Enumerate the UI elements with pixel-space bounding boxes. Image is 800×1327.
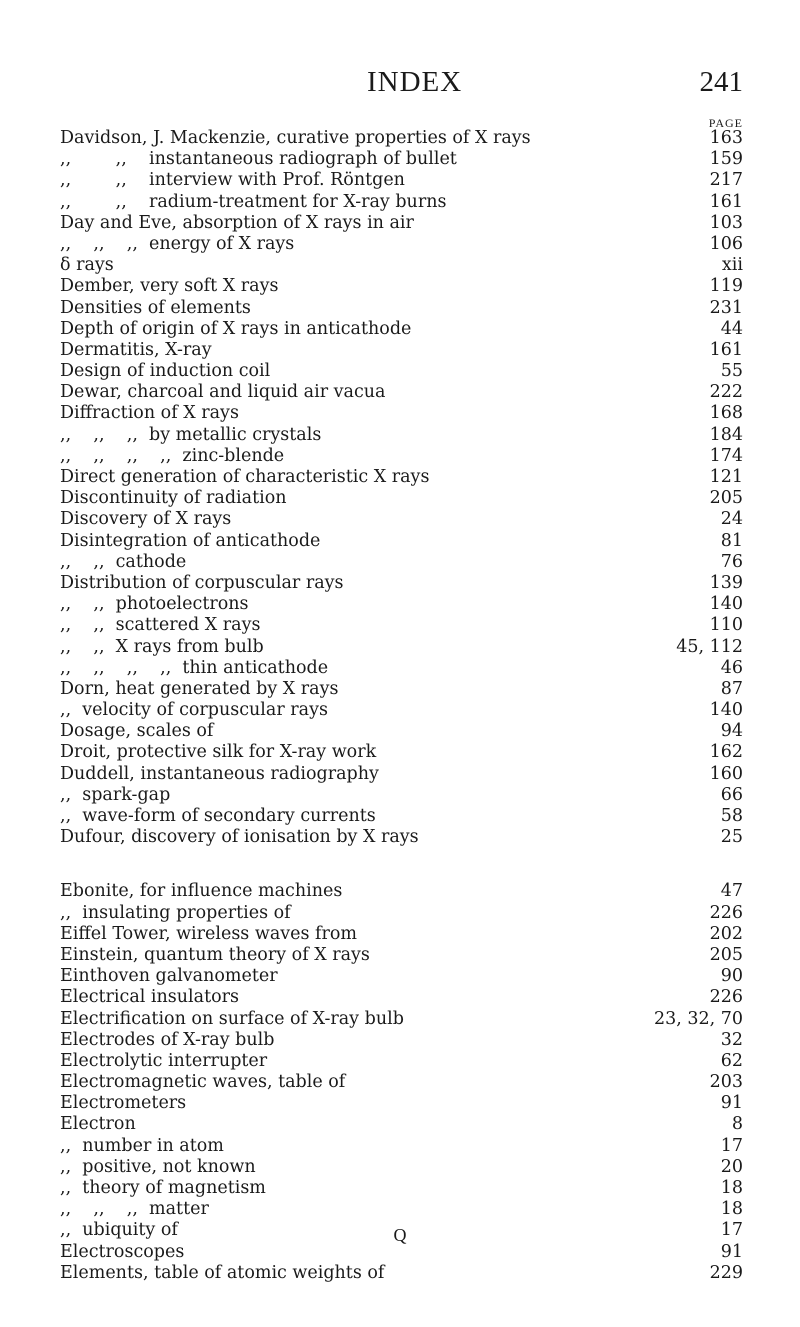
index-entry	[0, 615, 800, 636]
entry-text: ,, spark-gap	[60, 784, 171, 805]
entry-text: ,, ,, ,, by metallic crystals	[60, 424, 322, 445]
entry-text: δ rays	[60, 255, 114, 276]
index-entry	[0, 785, 800, 806]
index-entry	[0, 467, 800, 488]
index-entry	[0, 679, 800, 700]
entry-page: 121	[709, 467, 743, 487]
entry-page: 18	[720, 1178, 743, 1198]
page-number: 241	[699, 66, 743, 98]
index-entry	[0, 276, 800, 297]
entry-page: 45, 112	[676, 636, 743, 657]
entry-text: ,, ubiquity of	[60, 1220, 178, 1241]
entry-text: Depth of origin of X rays in anticathode	[60, 318, 412, 339]
entry-page: 58	[720, 806, 743, 826]
entry-text: Electromagnetic waves, table of	[60, 1072, 346, 1093]
entry-text: Duddell, instantaneous radiography	[60, 763, 379, 784]
entry-text: Discovery of X rays	[60, 509, 232, 530]
entry-text: Distribution of corpuscular rays	[60, 572, 344, 593]
entry-page: 81	[720, 530, 743, 551]
index-entry	[0, 1263, 800, 1284]
entry-text: Elements, table of atomic weights of	[60, 1262, 385, 1283]
entry-text: Electroscopes	[60, 1241, 185, 1262]
index-entry	[0, 881, 800, 902]
entry-text: Dember, very soft X rays	[60, 276, 279, 297]
index-entry	[0, 1114, 800, 1135]
entry-page: 184	[709, 424, 743, 445]
entry-text: Dorn, heat generated by X rays	[60, 678, 339, 699]
index-entry	[0, 382, 800, 403]
entry-page: 103	[709, 212, 743, 233]
index-entry	[0, 149, 800, 170]
entry-text: Diffraction of X rays	[60, 403, 239, 424]
index-entry	[0, 298, 800, 319]
entry-page: 163	[709, 128, 743, 148]
index-entries	[0, 128, 800, 1284]
entry-text: ,, ,, ,, ,, thin anticathode	[60, 657, 329, 678]
entry-text: ,, ,, X rays from bulb	[60, 636, 264, 657]
index-entry	[0, 1093, 800, 1114]
index-entry	[0, 255, 800, 276]
entry-page: 76	[720, 551, 743, 572]
entry-page: 217	[709, 170, 743, 191]
entry-page: 231	[709, 297, 743, 318]
index-entry	[0, 509, 800, 530]
index-entry	[0, 213, 800, 234]
entry-text: ,, ,, interview with Prof. Röntgen	[60, 170, 405, 191]
entry-text: Dewar, charcoal and liquid air vacua	[60, 382, 386, 403]
entry-page: 24	[720, 509, 743, 530]
entry-text: Dufour, discovery of ionisation by X rays	[60, 827, 419, 848]
entry-text: ,, ,, radium-treatment for X-ray burns	[60, 191, 447, 212]
index-entry	[0, 573, 800, 594]
index-entry	[0, 403, 800, 424]
entry-text: ,, insulating properties of	[60, 902, 291, 923]
index-entry	[0, 987, 800, 1008]
index-entry	[0, 924, 800, 945]
entry-text: ,, ,, scattered X rays	[60, 615, 261, 636]
entry-text: Ebonite, for influence machines	[60, 881, 343, 902]
entry-text: Electron	[60, 1114, 136, 1135]
entry-page: 91	[720, 1093, 743, 1114]
entry-page: 8	[731, 1114, 743, 1135]
entry-page: 18	[720, 1199, 743, 1220]
page-column-label: PAGE	[708, 116, 743, 130]
index-entry	[0, 1199, 800, 1220]
entry-text: Electrification on surface of X-ray bulb	[60, 1008, 404, 1029]
entry-page: 226	[709, 987, 743, 1008]
entry-text: ,, ,, cathode	[60, 551, 187, 572]
index-entry	[0, 192, 800, 213]
index-entry	[0, 1030, 800, 1051]
entry-page: 229	[709, 1262, 743, 1283]
entry-page: 119	[709, 276, 743, 297]
entry-text: Discontinuity of radiation	[60, 488, 287, 509]
entry-text: Day and Eve, absorption of X rays in air	[60, 212, 414, 233]
entry-text: ,, theory of magnetism	[60, 1178, 266, 1198]
entry-text: Electrical insulators	[60, 987, 239, 1008]
entry-page: 160	[709, 763, 743, 784]
entry-text: ,, number in atom	[60, 1135, 224, 1156]
entry-text: Design of induction coil	[60, 361, 271, 382]
entry-page: xii	[721, 255, 743, 276]
entry-page: 161	[709, 339, 743, 360]
index-entry	[0, 552, 800, 573]
index-entry	[0, 340, 800, 361]
entry-text: ,, ,, ,, ,, zinc-blende	[60, 445, 285, 466]
page-title: INDEX	[367, 66, 463, 98]
index-entry	[0, 742, 800, 763]
entry-page: 91	[720, 1241, 743, 1262]
index-entry	[0, 1009, 800, 1030]
entry-page: 106	[709, 233, 743, 254]
entry-page: 23, 32, 70	[653, 1008, 743, 1029]
index-entry	[0, 966, 800, 987]
entry-page: 87	[720, 678, 743, 699]
entry-text: Electrodes of X-ray bulb	[60, 1029, 275, 1050]
index-entry	[0, 945, 800, 966]
entry-page: 202	[709, 923, 743, 944]
entry-page: 66	[720, 784, 743, 805]
entry-page: 90	[720, 966, 743, 987]
index-entry	[0, 903, 800, 924]
entry-text: Electrolytic interrupter	[60, 1050, 268, 1071]
entry-page: 205	[709, 944, 743, 965]
index-entry	[0, 806, 800, 827]
entry-text: Eiffel Tower, wireless waves from	[60, 923, 358, 944]
entry-page: 62	[720, 1050, 743, 1071]
entry-page: 94	[720, 721, 743, 742]
entry-page: 46	[720, 657, 743, 678]
entry-page: 44	[720, 318, 743, 339]
entry-page: 25	[720, 827, 743, 848]
index-entry	[0, 1157, 800, 1178]
entry-page: 174	[709, 445, 743, 466]
entry-page: 17	[720, 1135, 743, 1156]
entry-text: Dosage, scales of	[60, 721, 214, 742]
entry-text: Direct generation of characteristic X rays	[60, 467, 430, 487]
index-entry	[0, 637, 800, 658]
entry-page: 222	[709, 382, 743, 403]
entry-page: 55	[720, 361, 743, 382]
index-entry	[0, 721, 800, 742]
index-entry	[0, 234, 800, 255]
entry-text: Electrometers	[60, 1093, 187, 1114]
entry-page: 32	[720, 1029, 743, 1050]
entry-page: 205	[709, 488, 743, 509]
index-entry	[0, 488, 800, 509]
entry-page: 110	[709, 615, 743, 636]
index-entry	[0, 446, 800, 467]
entry-page: 159	[709, 149, 743, 170]
entry-page: 47	[720, 881, 743, 902]
index-entry	[0, 170, 800, 191]
entry-page: 203	[709, 1072, 743, 1093]
entry-text: ,, ,, photoelectrons	[60, 594, 249, 615]
entry-page: 168	[709, 403, 743, 424]
entry-page: 162	[709, 742, 743, 763]
entry-text: Disintegration of anticathode	[60, 530, 321, 551]
entry-page: 161	[709, 191, 743, 212]
index-entry	[0, 594, 800, 615]
entry-text: ,, velocity of corpuscular rays	[60, 700, 328, 721]
index-entry	[0, 1072, 800, 1093]
index-entry	[0, 128, 800, 149]
entry-text: ,, ,, instantaneous radiograph of bullet	[60, 149, 457, 170]
entry-page: 140	[709, 700, 743, 721]
page-header	[0, 66, 800, 106]
index-entry	[0, 700, 800, 721]
index-entry	[0, 1051, 800, 1072]
index-entry	[0, 658, 800, 679]
index-entry	[0, 1136, 800, 1157]
entry-page: 140	[709, 594, 743, 615]
entry-text: Dermatitis, X-ray	[60, 339, 212, 360]
entry-text: ,, ,, ,, matter	[60, 1199, 209, 1220]
index-entry	[0, 1178, 800, 1199]
signature-mark: Q	[393, 1225, 407, 1245]
entry-text: Einstein, quantum theory of X rays	[60, 944, 370, 965]
entry-text: Densities of elements	[60, 297, 251, 318]
entry-page: 20	[720, 1156, 743, 1177]
index-entry	[0, 827, 800, 848]
index-entry	[0, 361, 800, 382]
entry-text: ,, wave-form of secondary currents	[60, 806, 376, 826]
index-entry	[0, 319, 800, 340]
entry-text: ,, ,, ,, energy of X rays	[60, 233, 295, 254]
entry-text: ,, positive, not known	[60, 1156, 256, 1177]
entry-text: Einthoven galvanometer	[60, 966, 278, 987]
entry-page: 139	[709, 572, 743, 593]
index-entry	[0, 425, 800, 446]
entry-text: Davidson, J. Mackenzie, curative properties of X rays	[60, 128, 531, 148]
entry-page: 17	[720, 1220, 743, 1241]
index-entry	[0, 764, 800, 785]
entry-text: Droit, protective silk for X-ray work	[60, 742, 377, 763]
entry-page: 226	[709, 902, 743, 923]
index-entry	[0, 531, 800, 552]
